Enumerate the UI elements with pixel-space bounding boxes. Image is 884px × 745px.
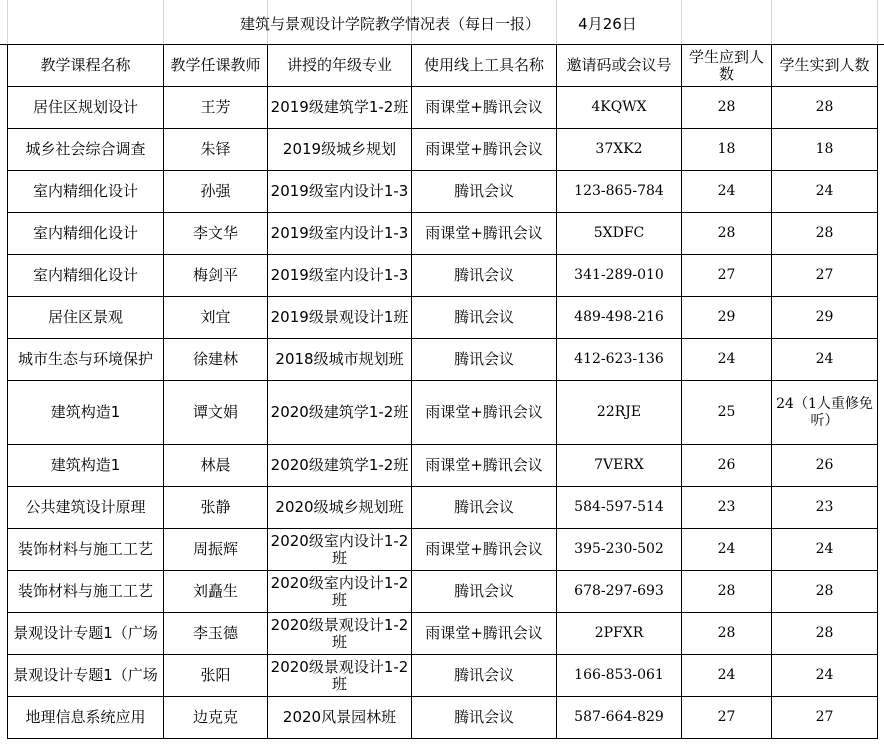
cell-tool[interactable]: 雨课堂+腾讯会议	[412, 129, 557, 171]
cell-tool[interactable]: 雨课堂+腾讯会议	[412, 445, 557, 487]
table-row	[8, 339, 878, 381]
cell-class[interactable]: 2020级城乡规划班	[268, 487, 412, 529]
header-teacher[interactable]: 教学任课教师	[164, 45, 268, 87]
cell-teacher[interactable]: 林晨	[164, 445, 268, 487]
cell-expected[interactable]: 27	[682, 255, 772, 297]
table-row	[8, 529, 878, 571]
cell-course[interactable]: 建筑构造1	[8, 381, 164, 445]
cell-code[interactable]: 123-865-784	[557, 171, 682, 213]
cell-expected[interactable]: 27	[682, 697, 772, 739]
header-tool[interactable]: 使用线上工具名称	[412, 45, 557, 87]
cell-code[interactable]: 2PFXR	[557, 613, 682, 655]
header-actual[interactable]: 学生实到人数	[772, 45, 878, 87]
table-body	[8, 87, 878, 739]
cell-tool[interactable]: 雨课堂+腾讯会议	[412, 87, 557, 129]
grid-line	[7, 0, 8, 44]
cell-class[interactable]: 2020级建筑学1-2班	[268, 381, 412, 445]
cell-class[interactable]: 2019级室内设计1-3	[268, 255, 412, 297]
cell-teacher[interactable]: 边克克	[164, 697, 268, 739]
cell-actual[interactable]: 27	[772, 697, 878, 739]
cell-class[interactable]: 2018级城市规划班	[268, 339, 412, 381]
cell-course[interactable]: 室内精细化设计	[8, 213, 164, 255]
cell-teacher[interactable]: 李文华	[164, 213, 268, 255]
cell-expected[interactable]: 18	[682, 129, 772, 171]
cell-actual[interactable]: 28	[772, 87, 878, 129]
cell-expected[interactable]: 28	[682, 613, 772, 655]
cell-expected[interactable]: 23	[682, 487, 772, 529]
cell-course[interactable]: 景观设计专题1（广场	[8, 613, 164, 655]
cell-expected[interactable]: 24	[682, 655, 772, 697]
cell-teacher[interactable]: 朱铎	[164, 129, 268, 171]
grid-line	[163, 0, 164, 44]
title-row[interactable]	[0, 0, 884, 45]
cell-course[interactable]: 城市生态与环境保护	[8, 339, 164, 381]
cell-class[interactable]: 2020风景园林班	[268, 697, 412, 739]
cell-code[interactable]: 395-230-502	[557, 529, 682, 571]
cell-code[interactable]: 678-297-693	[557, 571, 682, 613]
header-class[interactable]: 讲授的年级专业	[268, 45, 412, 87]
header-code[interactable]: 邀请码或会议号	[557, 45, 682, 87]
table-row	[8, 613, 878, 655]
teaching-report-table	[7, 44, 878, 739]
cell-tool[interactable]: 腾讯会议	[412, 339, 557, 381]
cell-actual[interactable]: 26	[772, 445, 878, 487]
table-row	[8, 87, 878, 129]
cell-tool[interactable]: 雨课堂+腾讯会议	[412, 529, 557, 571]
table-row	[8, 213, 878, 255]
cell-actual[interactable]: 24	[772, 655, 878, 697]
cell-class[interactable]: 2020级室内设计1-2班	[268, 571, 412, 613]
cell-code[interactable]: 4KQWX	[557, 87, 682, 129]
cell-class[interactable]: 2020级景观设计1-2班	[268, 655, 412, 697]
cell-tool[interactable]: 腾讯会议	[412, 487, 557, 529]
table-row	[8, 655, 878, 697]
cell-course[interactable]: 建筑构造1	[8, 445, 164, 487]
cell-actual[interactable]: 28	[772, 213, 878, 255]
header-row	[8, 45, 878, 87]
table-row	[8, 297, 878, 339]
cell-tool[interactable]: 雨课堂+腾讯会议	[412, 613, 557, 655]
cell-code[interactable]: 489-498-216	[557, 297, 682, 339]
cell-actual[interactable]: 18	[772, 129, 878, 171]
cell-class[interactable]: 2019级城乡规划	[268, 129, 412, 171]
cell-tool[interactable]: 腾讯会议	[412, 297, 557, 339]
cell-code[interactable]: 7VERX	[557, 445, 682, 487]
cell-teacher[interactable]: 张阳	[164, 655, 268, 697]
cell-actual[interactable]: 24	[772, 529, 878, 571]
grid-line	[877, 0, 878, 44]
cell-expected[interactable]: 26	[682, 445, 772, 487]
cell-code[interactable]: 587-664-829	[557, 697, 682, 739]
cell-teacher[interactable]: 王芳	[164, 87, 268, 129]
cell-course[interactable]: 室内精细化设计	[8, 255, 164, 297]
cell-code[interactable]: 22RJE	[557, 381, 682, 445]
cell-class[interactable]: 2019级室内设计1-3	[268, 171, 412, 213]
cell-course[interactable]: 居住区景观	[8, 297, 164, 339]
cell-actual[interactable]: 28	[772, 571, 878, 613]
cell-teacher[interactable]: 刘宜	[164, 297, 268, 339]
cell-actual[interactable]: 29	[772, 297, 878, 339]
cell-expected[interactable]: 28	[682, 87, 772, 129]
cell-tool[interactable]: 腾讯会议	[412, 571, 557, 613]
grid-line	[771, 0, 772, 44]
table-row	[8, 487, 878, 529]
cell-class[interactable]: 2019级建筑学1-2班	[268, 87, 412, 129]
cell-expected[interactable]: 24	[682, 529, 772, 571]
cell-expected[interactable]: 28	[682, 213, 772, 255]
cell-course[interactable]: 公共建筑设计原理	[8, 487, 164, 529]
cell-teacher[interactable]: 孙强	[164, 171, 268, 213]
cell-class[interactable]: 2020级景观设计1-2班	[268, 613, 412, 655]
cell-tool[interactable]: 雨课堂+腾讯会议	[412, 213, 557, 255]
cell-class[interactable]: 2020级建筑学1-2班	[268, 445, 412, 487]
cell-teacher[interactable]: 张静	[164, 487, 268, 529]
cell-actual[interactable]: 24（1人重修免听）	[772, 381, 878, 445]
cell-code[interactable]: 341-289-010	[557, 255, 682, 297]
cell-tool[interactable]: 腾讯会议	[412, 255, 557, 297]
cell-code[interactable]: 412-623-136	[557, 339, 682, 381]
cell-code[interactable]: 5XDFC	[557, 213, 682, 255]
cell-actual[interactable]: 24	[772, 171, 878, 213]
cell-course[interactable]: 居住区规划设计	[8, 87, 164, 129]
header-expected[interactable]: 学生应到人数	[682, 45, 772, 87]
cell-actual[interactable]: 27	[772, 255, 878, 297]
table-row	[8, 571, 878, 613]
cell-tool[interactable]: 雨课堂+腾讯会议	[412, 381, 557, 445]
grid-line	[681, 0, 682, 44]
cell-actual[interactable]: 24	[772, 339, 878, 381]
sheet-title: 建筑与景观设计学院教学情况表（每日一报） 4月26日	[240, 15, 637, 33]
cell-class[interactable]: 2019级景观设计1班	[268, 297, 412, 339]
cell-teacher[interactable]: 周振辉	[164, 529, 268, 571]
cell-teacher[interactable]: 谭文娟	[164, 381, 268, 445]
header-course[interactable]: 教学课程名称	[8, 45, 164, 87]
cell-expected[interactable]: 28	[682, 571, 772, 613]
table-row	[8, 381, 878, 445]
cell-course[interactable]: 城乡社会综合调查	[8, 129, 164, 171]
cell-expected[interactable]: 24	[682, 171, 772, 213]
table-row	[8, 255, 878, 297]
cell-course[interactable]: 景观设计专题1（广场	[8, 655, 164, 697]
cell-code[interactable]: 166-853-061	[557, 655, 682, 697]
cell-tool[interactable]: 腾讯会议	[412, 697, 557, 739]
cell-class[interactable]: 2020级室内设计1-2班	[268, 529, 412, 571]
cell-tool[interactable]: 腾讯会议	[412, 171, 557, 213]
table-row	[8, 697, 878, 739]
cell-expected[interactable]: 24	[682, 339, 772, 381]
cell-code[interactable]: 37XK2	[557, 129, 682, 171]
cell-code[interactable]: 584-597-514	[557, 487, 682, 529]
cell-tool[interactable]: 腾讯会议	[412, 655, 557, 697]
cell-course[interactable]: 装饰材料与施工工艺	[8, 529, 164, 571]
cell-actual[interactable]: 28	[772, 613, 878, 655]
table-row	[8, 129, 878, 171]
cell-actual[interactable]: 23	[772, 487, 878, 529]
cell-class[interactable]: 2019级室内设计1-3	[268, 213, 412, 255]
cell-teacher[interactable]: 梅剑平	[164, 255, 268, 297]
cell-teacher[interactable]: 李玉德	[164, 613, 268, 655]
cell-expected[interactable]: 25	[682, 381, 772, 445]
cell-course[interactable]: 装饰材料与施工工艺	[8, 571, 164, 613]
cell-teacher[interactable]: 刘矗生	[164, 571, 268, 613]
table-row	[8, 445, 878, 487]
cell-course[interactable]: 室内精细化设计	[8, 171, 164, 213]
cell-course[interactable]: 地理信息系统应用	[8, 697, 164, 739]
cell-teacher[interactable]: 徐建林	[164, 339, 268, 381]
table-row	[8, 171, 878, 213]
cell-expected[interactable]: 29	[682, 297, 772, 339]
